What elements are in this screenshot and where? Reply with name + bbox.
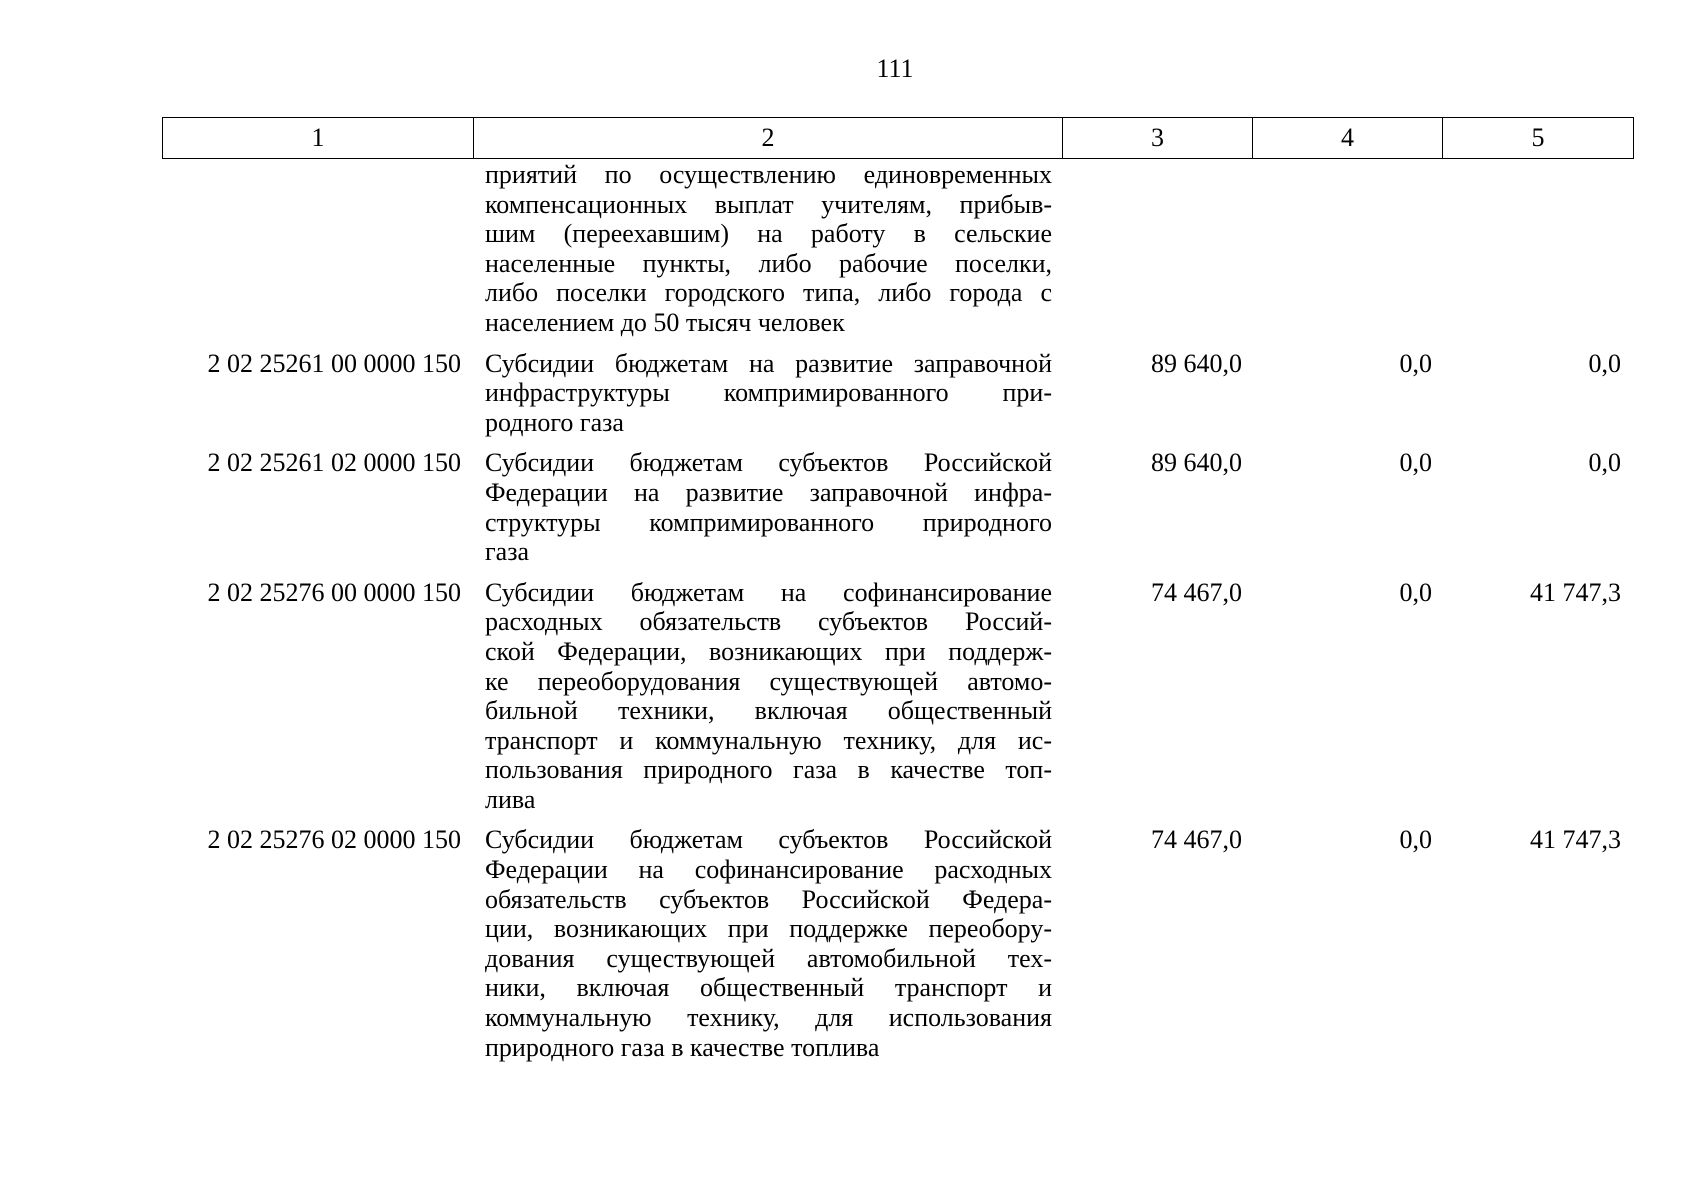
desc-line: структуры компримированного природного <box>485 507 1052 537</box>
desc-line: Субсидии бюджетам на софинансирование <box>485 577 1052 607</box>
row-code: 2 02 25276 02 0000 150 <box>207 825 461 855</box>
row-code: 2 02 25276 00 0000 150 <box>207 577 461 607</box>
desc-line: компенсационных выплат учителям, прибыв- <box>485 189 1052 219</box>
row-col5: 41 747,3 <box>1530 577 1621 607</box>
row-col4: 0,0 <box>1399 348 1432 378</box>
desc-line: природного газа в качестве топлива <box>485 1032 880 1062</box>
desc-line: родного газа <box>485 407 624 437</box>
desc-line: бильной техники, включая общественный <box>485 696 1052 726</box>
row-description <box>473 825 1062 1062</box>
desc-line: транспорт и коммунальную технику, для ис- <box>485 725 1052 755</box>
row-col3: 74 467,0 <box>1151 577 1242 607</box>
desc-line: коммунальную технику, для использования <box>485 1003 1052 1033</box>
row-code: 2 02 25261 02 0000 150 <box>207 448 461 478</box>
row-col4 <box>1252 160 1442 338</box>
row-description <box>473 578 1062 815</box>
row-col3: 74 467,0 <box>1151 825 1242 855</box>
table-body <box>162 160 1633 1062</box>
desc-line: Субсидии бюджетам на развитие заправочной <box>485 348 1052 378</box>
desc-line: приятий по осуществлению единовременных <box>485 160 1052 189</box>
desc-line: ской Федерации, возникающих при поддерж- <box>485 636 1052 666</box>
header-col-3: 3 <box>1063 118 1253 159</box>
table-row <box>162 825 1633 1062</box>
page-number: 111 <box>876 54 914 83</box>
desc-line: либо поселки городского типа, либо города с <box>485 278 1052 308</box>
table-row-continuation <box>162 160 1633 338</box>
desc-line: населенные пункты, либо рабочие поселки, <box>485 248 1052 278</box>
row-code: 2 02 25261 00 0000 150 <box>207 348 461 378</box>
desc-line: ции, возникающих при поддержке переобору- <box>485 914 1052 944</box>
desc-line: расходных обязательств субъектов Россий- <box>485 607 1052 637</box>
table-row <box>162 349 1633 438</box>
desc-line: шим (переехавшим) на работу в сельские <box>485 219 1052 249</box>
desc-line: ники, включая общественный транспорт и <box>485 973 1052 1003</box>
desc-line: лива <box>485 784 536 814</box>
header-col-1: 1 <box>163 118 474 159</box>
table-row <box>162 448 1633 566</box>
desc-line: ке переоборудования существующей автомо- <box>485 666 1052 696</box>
desc-line: Федерации на софинансирование расходных <box>485 855 1052 885</box>
header-col-5: 5 <box>1443 118 1634 159</box>
table-header <box>162 117 1634 159</box>
row-col5: 0,0 <box>1588 448 1621 478</box>
row-col5 <box>1442 160 1633 338</box>
row-description <box>473 160 1062 338</box>
row-col4: 0,0 <box>1399 825 1432 855</box>
row-col3 <box>1062 160 1252 338</box>
desc-line: обязательств субъектов Российской Федера- <box>485 884 1052 914</box>
desc-line: дования существующей автомобильной тех- <box>485 943 1052 973</box>
desc-line: пользования природного газа в качестве топ- <box>485 755 1052 785</box>
table-row <box>162 578 1633 815</box>
desc-line: инфраструктуры компримированного при- <box>485 378 1052 408</box>
header-col-4: 4 <box>1253 118 1443 159</box>
row-code <box>162 160 473 338</box>
row-col3: 89 640,0 <box>1151 448 1242 478</box>
row-col4: 0,0 <box>1399 448 1432 478</box>
desc-line: газа <box>485 537 530 567</box>
desc-line: населением до 50 тысяч человек <box>485 307 845 337</box>
row-description <box>473 349 1062 438</box>
row-col5: 41 747,3 <box>1530 825 1621 855</box>
row-col3: 89 640,0 <box>1151 348 1242 378</box>
desc-line: Субсидии бюджетам субъектов Российской <box>485 448 1052 478</box>
header-col-2: 2 <box>474 118 1063 159</box>
row-description <box>473 448 1062 566</box>
desc-line: Федерации на развитие заправочной инфра- <box>485 477 1052 507</box>
row-col5: 0,0 <box>1588 348 1621 378</box>
desc-line: Субсидии бюджетам субъектов Российской <box>485 825 1052 855</box>
row-col4: 0,0 <box>1399 577 1432 607</box>
